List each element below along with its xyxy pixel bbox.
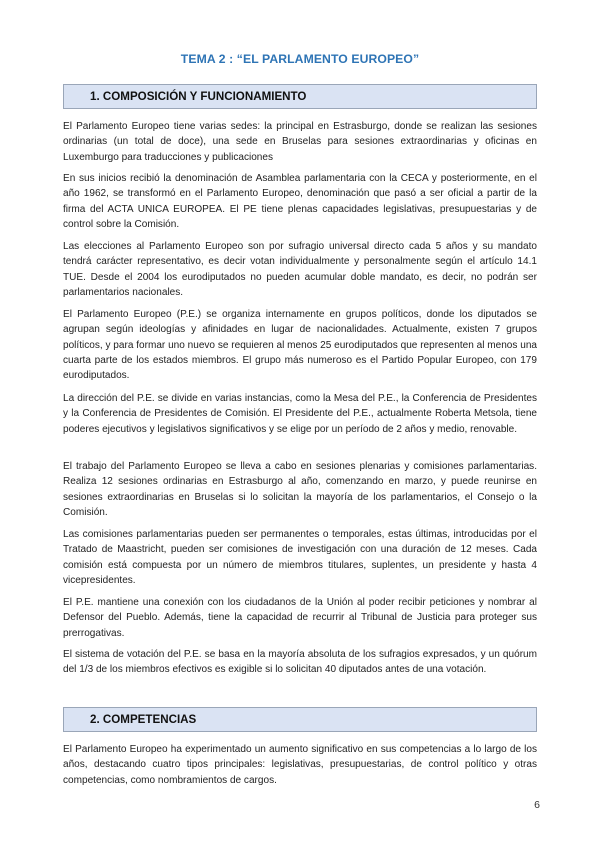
paragraph-ciudadanos: El P.E. mantiene una conexión con los ciudadanos de la Unión al poder recibir peticiones y nombrar al Defensor del Pueblo. Además, tiene la capacidad de recurrir al Tribunal de Justicia para proteger sus prerrogativas.: [63, 597, 537, 639]
paragraph-direccion: La dirección del P.E. se divide en varias instancias, como la Mesa del P.E., la Conferencia de Presidentes y la Conferencia de Presidentes de Comisión. El Presidente del P.E., actualmente Roberta Metsola, tiene poderes ejecutivos y legislativos significativos y se elige por un período de 2 años y medio, renovable.: [63, 393, 537, 435]
paragraph-votacion: El sistema de votación del P.E. se basa en la mayoría absoluta de los sufragios expresados, y un quórum del 1/3 de los miembros efectivos es exigible si lo solicitan 40 diputados antes de una votación.: [63, 649, 537, 676]
section-heading-competencias: 2. COMPETENCIAS: [63, 707, 537, 732]
paragraph-competencias: El Parlamento Europeo ha experimentado un aumento significativo en sus competencias a lo largo de los años, destacando cuatro tipos principales: legislativas, presupuestarias, de control político y otras competencias, como nombramientos de cargos.: [63, 744, 537, 786]
paragraph-elecciones: Las elecciones al Parlamento Europeo son por sufragio universal directo cada 5 años y su mandato tendrá carácter representativo, es decir votan individualmente y personalmente según el artículo 14.1 TUE. Desde el 2004 los eurodiputados no pueden acumular doble mandato, es decir, no podrán ser parlamentarios nacionales.: [63, 241, 537, 298]
document-title: TEMA 2 : “EL PARLAMENTO EUROPEO”: [180, 52, 420, 66]
paragraph-trabajo: El trabajo del Parlamento Europeo se lleva a cabo en sesiones plenarias y comisiones parlamentarias. Realiza 12 sesiones ordinarias en Estrasburgo al año, comenzando en marzo, y puede reunirse en sesiones extraordinarias en Bruselas si lo solicitan la mayoría de los parlamentarios, el Consejo o la Comisión.: [63, 461, 537, 518]
paragraph-grupos-politicos: El Parlamento Europeo (P.E.) se organiza internamente en grupos políticos, donde los diputados se agrupan según ideologías y afinidades en lugar de nacionalidades. Actualmente, existen 7 grupos políticos, y para formar uno nuevo se requieren al menos 25 eurodiputados que representen al menos una cuarta parte de los estados miembros. El grupo más numeroso es el Partido Popular Europeo, con 179 eurodiputados.: [63, 309, 537, 381]
paragraph-sedes: El Parlamento Europeo tiene varias sedes: la principal en Estrasburgo, donde se realizan las sesiones ordinarias (un total de doce), una sede en Bruselas para sesiones extraordinarias y oficinas en Luxemburgo para traducciones y publicaciones: [63, 121, 537, 163]
paragraph-inicios: En sus inicios recibió la denominación de Asamblea parlamentaria con la CECA y posteriormente, en el año 1962, se transformó en el Parlamento Europeo, denominación que pasó a ser oficial a partir de la firma del ACTA UNICA EUROPEA. El PE tiene plenas capacidades legislativas, presupuestarias y de control sobre la Comisión.: [63, 173, 537, 230]
page-number: 6: [534, 799, 540, 811]
paragraph-comisiones: Las comisiones parlamentarias pueden ser permanentes o temporales, estas últimas, introducidas por el Tratado de Maastricht, pueden ser comisiones de investigación con una duración de 12 meses. Cada comisión está compuesta por un número de miembros titulares, suplentes, un presidente y hasta 4 vicepresidentes.: [63, 529, 537, 586]
section-heading-composicion: 1. COMPOSICIÓN Y FUNCIONAMIENTO: [63, 84, 537, 109]
